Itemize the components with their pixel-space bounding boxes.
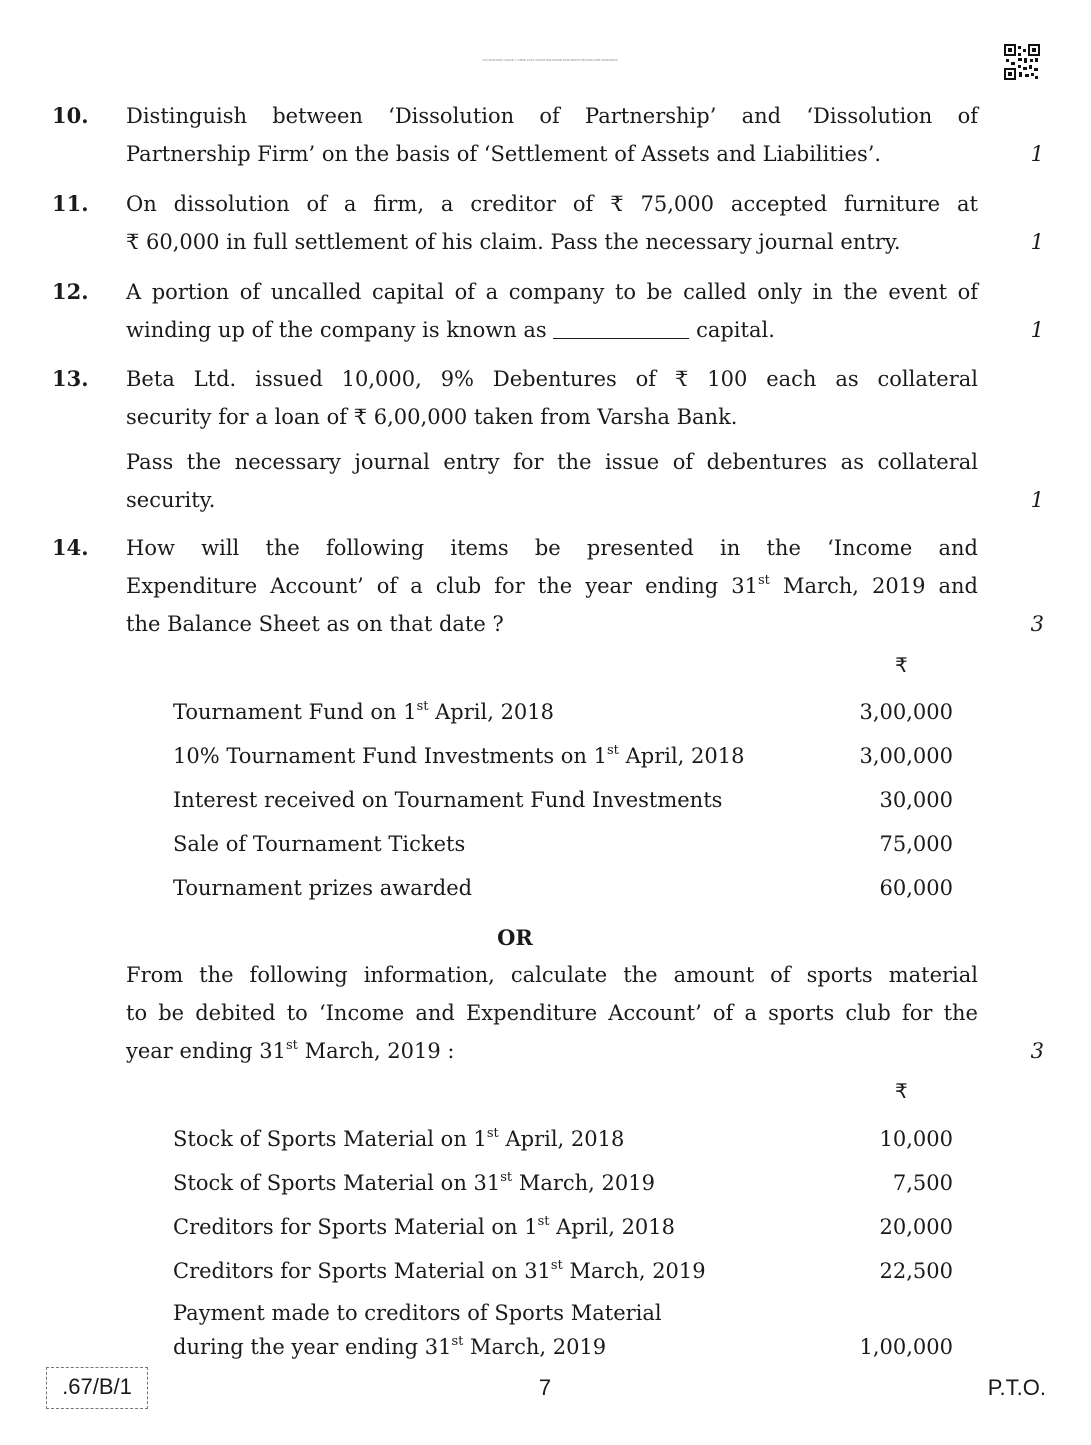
row-label-part: Tournament Fund on 1 — [173, 700, 417, 724]
currency-heading: ₹ — [895, 653, 908, 677]
question-line: security for a loan of ₹ 6,00,000 taken from Varsha Bank. — [126, 405, 738, 429]
question-number: 10. — [52, 103, 89, 128]
row-label — [173, 1256, 706, 1286]
please-turn-over: P.T.O. — [987, 1375, 1046, 1400]
row-label-part: March, 2019 — [512, 1171, 655, 1195]
row-label — [173, 1212, 675, 1242]
question-number: 14. — [52, 535, 89, 560]
question-line-part: Expenditure Account’ of a club for the year ending 31 — [126, 574, 758, 598]
question-line: A portion of uncalled capital of a company to be called only in the event of — [126, 280, 978, 304]
row-label-part: Stock of Sports Material on 1 — [173, 1127, 487, 1151]
row-label — [173, 1332, 606, 1362]
row-label — [173, 1168, 655, 1198]
row-label — [173, 873, 472, 903]
row-label-part: March, 2019 — [562, 1259, 706, 1283]
row-label-part: Creditors for Sports Material on 1 — [173, 1215, 538, 1239]
row-label-part: March, 2019 — [463, 1335, 607, 1359]
question-line: From the following information, calculate the amount of sports material — [126, 963, 978, 987]
question-text — [126, 273, 978, 349]
question-text — [126, 529, 978, 643]
row-label-part: Sale of Tournament Tickets — [173, 832, 466, 856]
fill-in-blank — [553, 320, 689, 339]
row-label-part: Stock of Sports Material on 31 — [173, 1171, 501, 1195]
row-label — [173, 829, 465, 859]
row-amount: 3,00,000 — [859, 700, 953, 724]
question-text-continued — [126, 443, 978, 519]
page-number: 7 — [538, 1375, 552, 1400]
marks: 1 — [1030, 318, 1044, 342]
paper-code: .67/B/1 — [46, 1367, 148, 1409]
row-label — [173, 697, 554, 727]
question-number: 12. — [52, 279, 89, 304]
question-text — [126, 956, 978, 1070]
ordinal-suffix: st — [416, 699, 429, 714]
row-label-part: April, 2018 — [618, 744, 745, 768]
question-line-part: March, 2019 and — [769, 574, 978, 598]
row-label-part: April, 2018 — [498, 1127, 625, 1151]
row-amount: 1,00,000 — [859, 1335, 953, 1359]
row-label-part: during the year ending 31 — [173, 1335, 452, 1359]
row-amount: 22,500 — [879, 1259, 953, 1283]
question-line: How will the following items be presented in the ‘Income and — [126, 536, 978, 560]
question-line — [126, 567, 978, 605]
question-line: to be debited to ‘Income and Expenditure Account’ of a sports club for the — [126, 1001, 978, 1025]
row-label-part: Tournament prizes awarded — [173, 876, 473, 900]
row-amount: 3,00,000 — [859, 744, 953, 768]
ordinal-suffix: st — [451, 1334, 464, 1349]
row-label — [173, 741, 744, 771]
question-text — [126, 97, 978, 173]
question-line-part: capital. — [696, 318, 775, 342]
question-line: Distinguish between ‘Dissolution of Partnership’ and ‘Dissolution of — [126, 104, 978, 128]
row-amount: 10,000 — [879, 1127, 953, 1151]
header-fineprint: ACCOUNTANCY-PAGE-7-CBSE-2019-QUESTION-PAPER-FINE-PRINT-HEADER-LINE-MARKINGS — [482, 58, 618, 62]
ordinal-suffix: st — [537, 1214, 550, 1229]
question-line: ₹ 60,000 in full settlement of his claim. Pass the necessary journal entry. — [126, 230, 901, 254]
row-amount: 75,000 — [879, 832, 953, 856]
question-text — [126, 185, 978, 261]
ordinal-suffix: st — [500, 1170, 513, 1185]
question-line-part: March, 2019 : — [297, 1039, 455, 1063]
row-amount: 20,000 — [879, 1215, 953, 1239]
question-line: security. — [126, 488, 216, 512]
ordinal-suffix: st — [286, 1038, 298, 1053]
question-line-part: winding up of the company is known as — [126, 318, 547, 342]
row-amount: 60,000 — [879, 876, 953, 900]
question-number: 13. — [52, 366, 89, 391]
row-amount: 7,500 — [892, 1171, 953, 1195]
ordinal-suffix: st — [486, 1126, 499, 1141]
row-label — [173, 1124, 624, 1154]
marks: 1 — [1030, 142, 1044, 166]
question-line: Partnership Firm’ on the basis of ‘Settlement of Assets and Liabilities’. — [126, 142, 882, 166]
or-separator: OR — [497, 925, 533, 950]
question-line — [126, 311, 978, 349]
row-label-part: 10% Tournament Fund Investments on 1 — [173, 744, 607, 768]
question-text — [126, 360, 978, 436]
marks: 3 — [1030, 612, 1044, 636]
ordinal-suffix: st — [757, 573, 770, 588]
marks: 3 — [1030, 1039, 1044, 1063]
question-line: Beta Ltd. issued 10,000, 9% Debentures of ₹ 100 each as collateral — [126, 367, 978, 391]
row-label-part: Creditors for Sports Material on 31 — [173, 1259, 551, 1283]
question-line: the Balance Sheet as on that date ? — [126, 612, 504, 636]
question-line: Pass the necessary journal entry for the issue of debentures as collateral — [126, 450, 978, 474]
marks: 1 — [1030, 230, 1044, 254]
question-line-part: year ending 31 — [126, 1039, 287, 1063]
marks: 1 — [1030, 488, 1044, 512]
ordinal-suffix: st — [607, 743, 619, 758]
row-label — [173, 785, 722, 815]
ordinal-suffix: st — [550, 1258, 563, 1273]
row-label-part: April, 2018 — [549, 1215, 676, 1239]
question-line — [126, 1032, 978, 1070]
qr-code-icon — [1004, 44, 1040, 80]
question-line: On dissolution of a firm, a creditor of ₹ 75,000 accepted furniture at — [126, 192, 978, 216]
row-label-part: April, 2018 — [428, 700, 555, 724]
currency-heading: ₹ — [895, 1079, 908, 1103]
row-label-part: Interest received on Tournament Fund Investments — [173, 788, 723, 812]
row-amount: 30,000 — [879, 788, 953, 812]
question-number: 11. — [52, 191, 89, 216]
row-label: Payment made to creditors of Sports Material — [173, 1301, 662, 1325]
